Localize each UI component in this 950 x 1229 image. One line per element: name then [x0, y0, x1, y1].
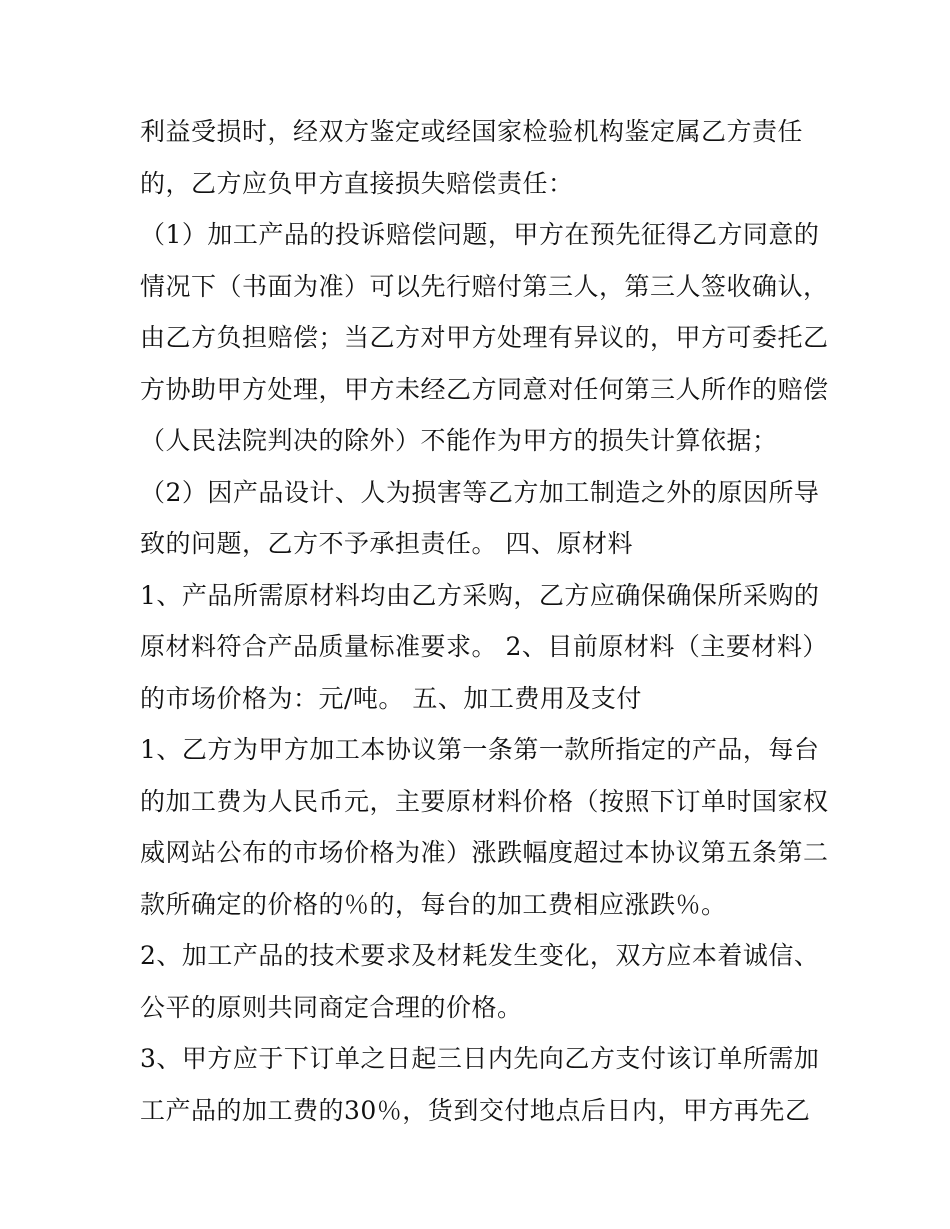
text-line: 1、产品所需原材料均由乙方采购，乙方应确保确保所采购的 [140, 580, 820, 610]
text-line: 的加工费为人民币元，主要原材料价格（按照下订单时国家权 [140, 786, 829, 816]
text-line: 利益受损时，经双方鉴定或经国家检验机构鉴定属乙方责任 [140, 117, 804, 146]
contract-text-body [140, 106, 830, 1136]
text-line: 致的问题，乙方不予承担责任。 四、原材料 [140, 529, 633, 558]
text-line: 威网站公布的市场价格为准）涨跌幅度超过本协议第五条第二 [140, 838, 829, 867]
text-line: （2）因产品设计、人为损害等乙方加工制造之外的原因所导 [140, 477, 820, 507]
text-line: 款所确定的价格的％的，每台的加工费相应涨跌％。 [140, 889, 727, 919]
text-line: 公平的原则共同商定合理的价格。 [140, 992, 523, 1022]
text-line: （人民法院判决的除外）不能作为甲方的损失计算依据； [140, 426, 778, 455]
text-line: 情况下（书面为准）可以先行赔付第三人，第三人签收确认， [140, 271, 829, 301]
text-line: 的市场价格为：元/吨。 五、加工费用及支付 [140, 683, 642, 713]
text-line: 1、乙方为甲方加工本协议第一条第一款所指定的产品，每台 [140, 735, 820, 764]
text-line: 2、加工产品的技术要求及材耗发生变化，双方应本着诚信、 [140, 941, 820, 970]
text-line: 工产品的加工费的30％，货到交付地点后日内，甲方再先乙 [140, 1095, 811, 1125]
text-line: 3、甲方应于下订单之日起三日内先向乙方支付该订单所需加 [140, 1044, 820, 1073]
text-line: 由乙方负担赔偿；当乙方对甲方处理有异议的，甲方可委托乙 [140, 323, 829, 352]
text-line: 的，乙方应负甲方直接损失赔偿责任： [140, 168, 574, 198]
text-line: （1）加工产品的投诉赔偿问题，甲方在预先征得乙方同意的 [140, 220, 820, 249]
text-line: 原材料符合产品质量标准要求。 2、目前原材料（主要材料） [140, 632, 828, 661]
text-line: 方协助甲方处理，甲方未经乙方同意对任何第三人所作的赔偿 [140, 374, 829, 404]
